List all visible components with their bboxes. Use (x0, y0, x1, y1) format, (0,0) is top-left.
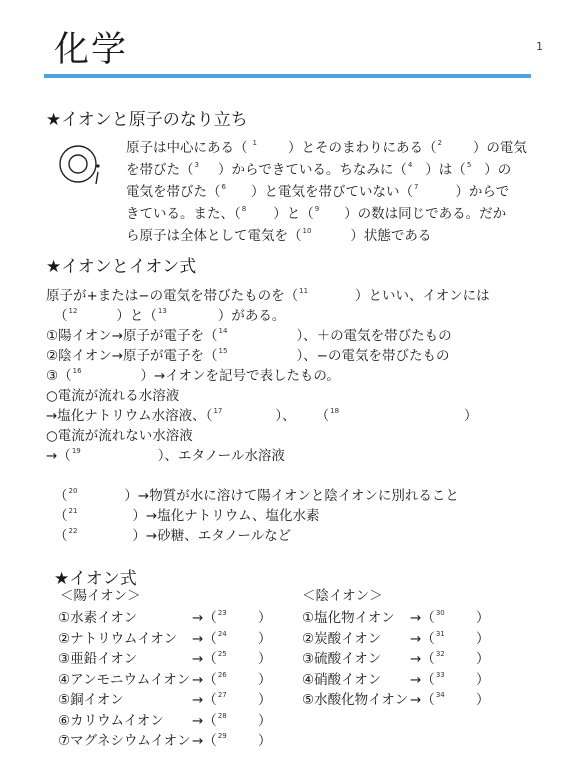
sec2-line-1: 原子が+または−の電気を帯びたものを（$^{11}$ ）といい、イオンには (46, 287, 490, 304)
atom-diagram-icon (58, 144, 108, 194)
anion-header: ＜陰イオン＞ (302, 588, 383, 604)
sec2-line-5: ③（$^{16}$ ）→イオンを記号で表したもの。 (46, 367, 340, 384)
sec2-line-12: （$^{22}$ ）→砂糖、エタノールなど (54, 527, 292, 544)
heading-ion-atom: ★イオンと原子のなり立ち (46, 110, 248, 130)
sec2-line-8: ○電流が流れない水溶液 (46, 428, 193, 444)
title-rule (44, 74, 531, 78)
anion-close-0: ） (476, 610, 490, 626)
cation-blank-4: →（$^{27}$ (192, 691, 227, 708)
anion-name-4: ⑤水酸化物イオン (302, 692, 409, 708)
cation-close-4: ） (258, 692, 272, 708)
sec2-line-7: →塩化ナトリウム水溶液、（$^{17}$ ）、 （$^{18}$ ） (46, 407, 478, 424)
cation-blank-2: →（$^{25}$ (192, 650, 227, 667)
cation-header: ＜陽イオン＞ (60, 588, 141, 604)
cation-name-6: ⑦マグネシウムイオン (58, 733, 191, 749)
sec2-line-11: （$^{21}$ ）→塩化ナトリウム、塩化水素 (54, 507, 320, 524)
sec2-line-9: →（$^{19}$ ）、エタノール水溶液 (46, 447, 285, 464)
cation-close-5: ） (258, 712, 272, 729)
cation-blank-6: →（$^{29}$ (192, 732, 227, 749)
anion-close-4: ） (476, 692, 490, 708)
anion-blank-0: →（$^{30}$ (410, 609, 445, 626)
sec2-line-10: （$^{20}$ ）→物質が水に溶けて陽イオンと陰イオンに別れること (54, 487, 459, 504)
anion-close-1: ） (476, 630, 490, 647)
sec1-line-5: ら原子は全体として電気を（$^{10}$ ）状態である (126, 227, 432, 244)
anion-blank-2: →（$^{32}$ (410, 650, 445, 667)
sec1-line-3: 電気を帯びた（$^6$ ）と電気を帯びていない（$^7$ ）からで (126, 183, 510, 200)
cation-close-3: ） (258, 671, 272, 688)
cation-name-0: ①水素イオン (58, 610, 138, 626)
cation-name-1: ②ナトリウムイオン (58, 630, 178, 647)
anion-name-2: ③硫酸イオン (302, 651, 382, 667)
cation-close-6: ） (258, 733, 272, 749)
sec2-line-3: ①陽イオン→原子が電子を（$^{14}$ ）、＋の電気を帯びたもの (46, 327, 452, 344)
anion-name-1: ②炭酸イオン (302, 630, 382, 647)
cation-name-4: ⑤銅イオン (58, 692, 124, 708)
cation-blank-5: →（$^{28}$ (192, 711, 227, 729)
sec1-line-1: 原子は中心にある（ $^1$ ）とそのまわりにある（$^2$ ）の電気 (126, 139, 527, 156)
sec2-line-2: （$^{12}$ ）と（$^{13}$ ）がある。 (54, 307, 286, 324)
sec1-line-4: きている。また、（$^8$ ）と（$^9$ ）の数は同じである。だか (126, 205, 507, 222)
cation-close-1: ） (258, 630, 272, 647)
page-title: 化学 (54, 30, 129, 70)
anion-close-2: ） (476, 651, 490, 667)
page-number: 1 (536, 40, 543, 53)
cation-name-3: ④アンモニウムイオン (58, 671, 191, 688)
sec2-line-6: ○電流が流れる水溶液 (46, 388, 180, 404)
cation-name-2: ③亜鉛イオン (58, 651, 138, 667)
heading-ion-formula: ★イオンとイオン式 (46, 257, 197, 277)
anion-name-0: ①塩化物イオン (302, 610, 395, 626)
anion-blank-3: →（$^{33}$ (410, 670, 445, 688)
cation-name-5: ⑥カリウムイオン (58, 712, 164, 729)
cation-close-2: ） (258, 651, 272, 667)
sec2-line-4: ②陰イオン→原子が電子を（$^{15}$ ）、−の電気を帯びたもの (46, 347, 450, 364)
cation-blank-3: →（$^{26}$ (192, 670, 227, 688)
anion-blank-4: →（$^{34}$ (410, 691, 445, 708)
anion-blank-1: →（$^{31}$ (410, 629, 445, 647)
anion-close-3: ） (476, 671, 490, 688)
cation-blank-0: →（$^{23}$ (192, 609, 227, 626)
cation-close-0: ） (258, 610, 272, 626)
anion-name-3: ④硝酸イオン (302, 671, 382, 688)
heading-ion-equations: ★イオン式 (54, 569, 137, 589)
cation-blank-1: →（$^{24}$ (192, 629, 227, 647)
sec1-line-2: を帯びた（$^3$ ）からできている。ちなみに（$^4$ ）は（$^5$ ）の (126, 161, 512, 178)
